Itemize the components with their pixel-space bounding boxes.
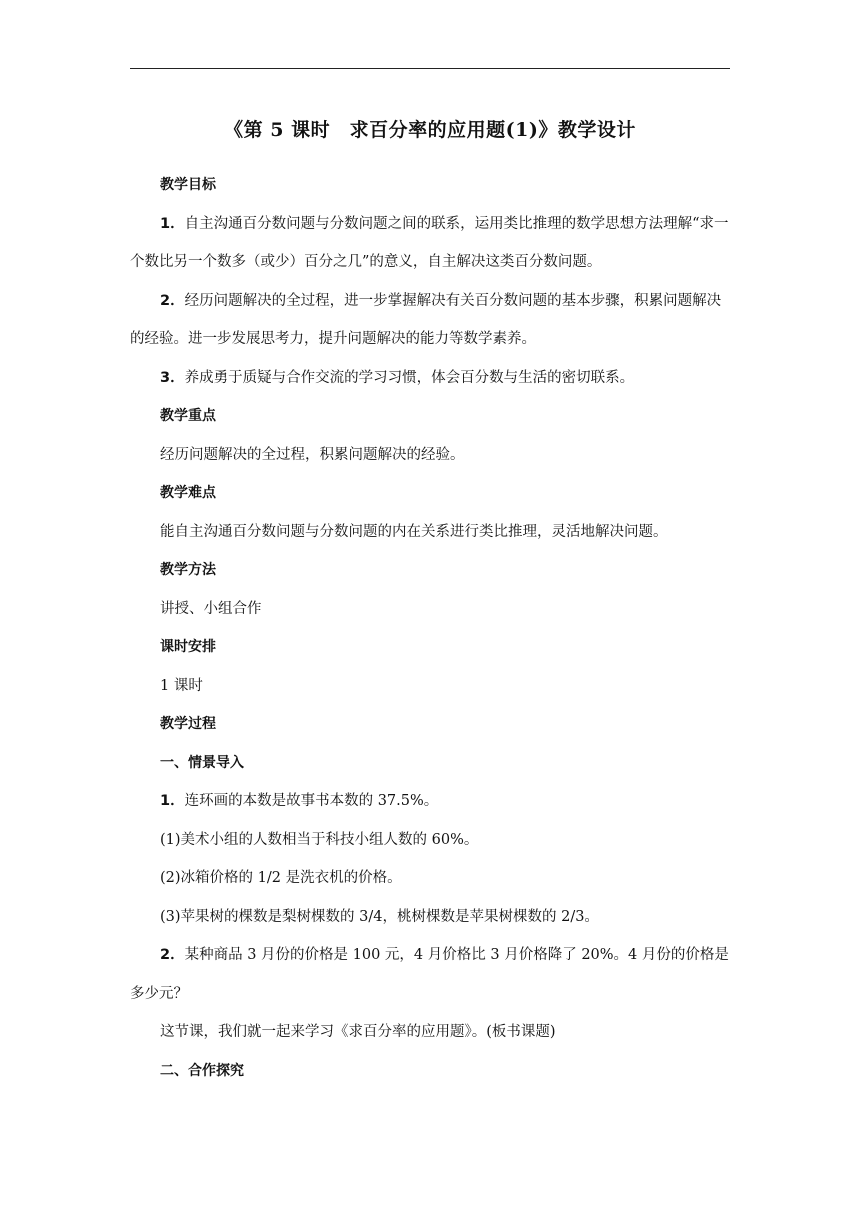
numbered-paragraph xyxy=(130,782,730,821)
item-number: 2． xyxy=(160,292,185,309)
numbered-paragraph xyxy=(130,359,730,398)
section-heading: 教学过程 xyxy=(160,716,216,732)
paragraph: 能自主沟通百分数问题与分数问题的内在关系进行类比推理，灵活地解决问题。 xyxy=(160,523,668,540)
section-heading: 一、情景导入 xyxy=(160,754,244,771)
item-text: 经历问题解决的全过程，进一步掌握解决有关百分数问题的基本步骤，积累问题解决的经验。进一步发展思考力，提升问题解决的能力等数学素养。 xyxy=(130,292,722,347)
section-heading: 教学重点 xyxy=(160,408,216,424)
document-title: 《第 5 课时 求百分率的应用题(1)》教学设计 xyxy=(224,119,636,141)
header-rule xyxy=(130,68,730,69)
item-number: 1． xyxy=(160,215,185,232)
numbered-paragraph xyxy=(130,936,730,1013)
section-heading: 教学难点 xyxy=(160,485,216,501)
item-number: 3． xyxy=(160,369,185,386)
paragraph: 1 课时 xyxy=(160,677,203,694)
numbered-paragraph xyxy=(130,282,730,359)
document-body xyxy=(130,116,730,1090)
item-number: 2． xyxy=(160,947,185,963)
item-text: 连环画的本数是故事书本数的 37.5%。 xyxy=(184,793,439,809)
item-text: 某种商品 3 月份的价格是 100 元，4 月价格比 3 月价格降了 20%。4 月份的价格是多少元？ xyxy=(130,947,729,1002)
section-heading: 教学目标 xyxy=(160,177,216,193)
section-heading: 课时安排 xyxy=(160,639,216,655)
numbered-paragraph xyxy=(130,205,730,282)
item-text: 自主沟通百分数问题与分数问题之间的联系，运用类比推理的数学思想方法理解“求一个数比另一个数多（或少）百分之几”的意义，自主解决这类百分数问题。 xyxy=(130,215,729,270)
item-text: 养成勇于质疑与合作交流的学习习惯，体会百分数与生活的密切联系。 xyxy=(184,369,635,386)
paragraph: (1)美术小组的人数相当于科技小组人数的 60%。 xyxy=(160,831,479,848)
paragraph: (3)苹果树的棵数是梨树棵数的 3/4，桃树棵数是苹果树棵数的 2/3。 xyxy=(160,908,599,925)
section-heading: 二、合作探究 xyxy=(160,1062,244,1079)
paragraph: (2)冰箱价格的 1/2 是洗衣机的价格。 xyxy=(160,870,402,886)
paragraph: 讲授、小组合作 xyxy=(160,600,262,617)
section-heading: 教学方法 xyxy=(160,562,216,578)
paragraph: 经历问题解决的全过程，积累问题解决的经验。 xyxy=(160,446,465,463)
item-number: 1． xyxy=(160,793,185,809)
paragraph: 这节课，我们就一起来学习《求百分率的应用题》。(板书课题) xyxy=(160,1024,556,1040)
